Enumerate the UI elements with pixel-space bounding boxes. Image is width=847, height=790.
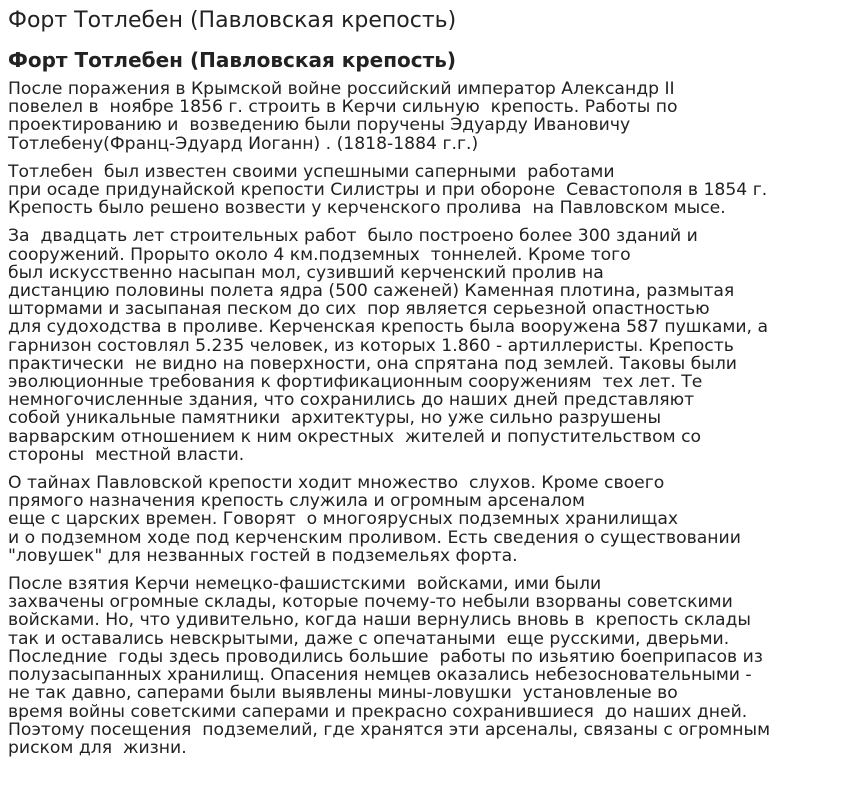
paragraph-line: После взятия Керчи немецко-фашистскими войсками, ими были [8, 574, 602, 595]
article-body [8, 80, 847, 757]
paragraph-line: прямого назначения крепость служила и огромным арсеналом [8, 491, 586, 512]
paragraph-line: Тотлебен был известен своими успешными саперными работами [8, 161, 615, 182]
paragraph-line: проектированию и возведению были поручены Эдуарду Ивановичу [8, 115, 631, 136]
paragraph-line: не так давно, саперами были выявлены мины-ловушки установленые во [8, 683, 678, 704]
paragraph-line: "ловушек" для незванных гостей в подземельях форта. [8, 545, 518, 566]
paragraph-line: время войны советскими саперами и прекрасно сохранившиеся до наших дней. [8, 701, 748, 722]
paragraph-line: немногочисленные здания, что сохранились до наших дней представляют [8, 390, 695, 411]
article-paragraph [8, 575, 847, 757]
paragraph-line: Тотлебену(Франц-Эдуард Иоганн) . (1818-1884 г.г.) [8, 133, 479, 154]
paragraph-line: и о подземном ходе под керченским проливом. Есть сведения о существовании [8, 527, 741, 548]
paragraph-line: для судоходства в проливе. Керченская крепость была вооружена 587 пушками, а [8, 317, 768, 338]
paragraph-line: еще с царских времен. Говорят о многоярусных подземных хранилищах [8, 509, 679, 530]
article-paragraph [8, 163, 847, 218]
paragraph-line: дистанцию половины полета ядра (500 саженей) Каменная плотина, размытая [8, 281, 735, 302]
article-heading: Форт Тотлебен (Павловская крепость) [8, 48, 456, 72]
paragraph-line: войсками. Но, что удивительно, когда наши вернулись вновь в крепость склады [8, 610, 751, 631]
article-paragraph [8, 474, 847, 565]
paragraph-line: За двадцать лет строительных работ было построено более 300 зданий и [8, 226, 698, 247]
article-paragraph [8, 80, 847, 153]
paragraph-line: при осаде придунайской крепости Силистры и при обороне Севастополя в 1854 г. [8, 180, 768, 201]
paragraph-line: стороны местной власти. [8, 444, 245, 465]
paragraph-line: штормами и засыпаная песком до сих пор является серьезной опастностью [8, 299, 710, 320]
paragraph-line: практически не видно на поверхности, она спрятана под землей. Таковы были [8, 353, 737, 374]
paragraph-line: Поэтому посещения подземелий, где хранятся эти арсеналы, связаны с огромным [8, 719, 771, 740]
paragraph-line: Последние годы здесь проводились большие работы по изьятию боеприпасов из [8, 646, 763, 667]
paragraph-line: полузасыпанных хранилищ. Опасения немцев оказались небезосновательными - [8, 665, 752, 686]
paragraph-line: варварским отношением к ним окрестных жителей и попустительством со [8, 426, 702, 447]
paragraph-line: сооружений. Прорыто около 4 км.подземных тоннелей. Кроме того [8, 244, 631, 265]
article-paragraph [8, 227, 847, 464]
paragraph-line: О тайнах Павловской крепости ходит множество слухов. Кроме своего [8, 473, 665, 494]
paragraph-line: был искусственно насыпан мол, сузивший керченский пролив на [8, 262, 604, 283]
paragraph-line: захвачены огромные склады, которые почему-то небыли взорваны советскими [8, 592, 733, 613]
paragraph-line: После поражения в Крымской войне российский император Александр II [8, 79, 675, 99]
paragraph-line: так и оставались невскрытыми, даже с опечатаными еще русскими, дверьми. [8, 628, 730, 649]
paragraph-line: повелел в ноябре 1856 г. строить в Керчи сильную крепость. Работы по [8, 97, 678, 118]
paragraph-line: риском для жизни. [8, 737, 187, 758]
paragraph-line: гарнизон состовлял 5.235 человек, из которых 1.860 - артиллеристы. Крепость [8, 335, 734, 356]
page-title: Форт Тотлебен (Павловская крепость) [8, 8, 457, 33]
paragraph-line: Крепость было решено возвести у керченского пролива на Павловском мысе. [8, 198, 726, 219]
paragraph-line: собой уникальные памятники архитектуры, но уже сильно разрушены [8, 408, 662, 429]
paragraph-line: эволюционные требования к фортификационным сооружениям тех лет. Те [8, 372, 703, 393]
